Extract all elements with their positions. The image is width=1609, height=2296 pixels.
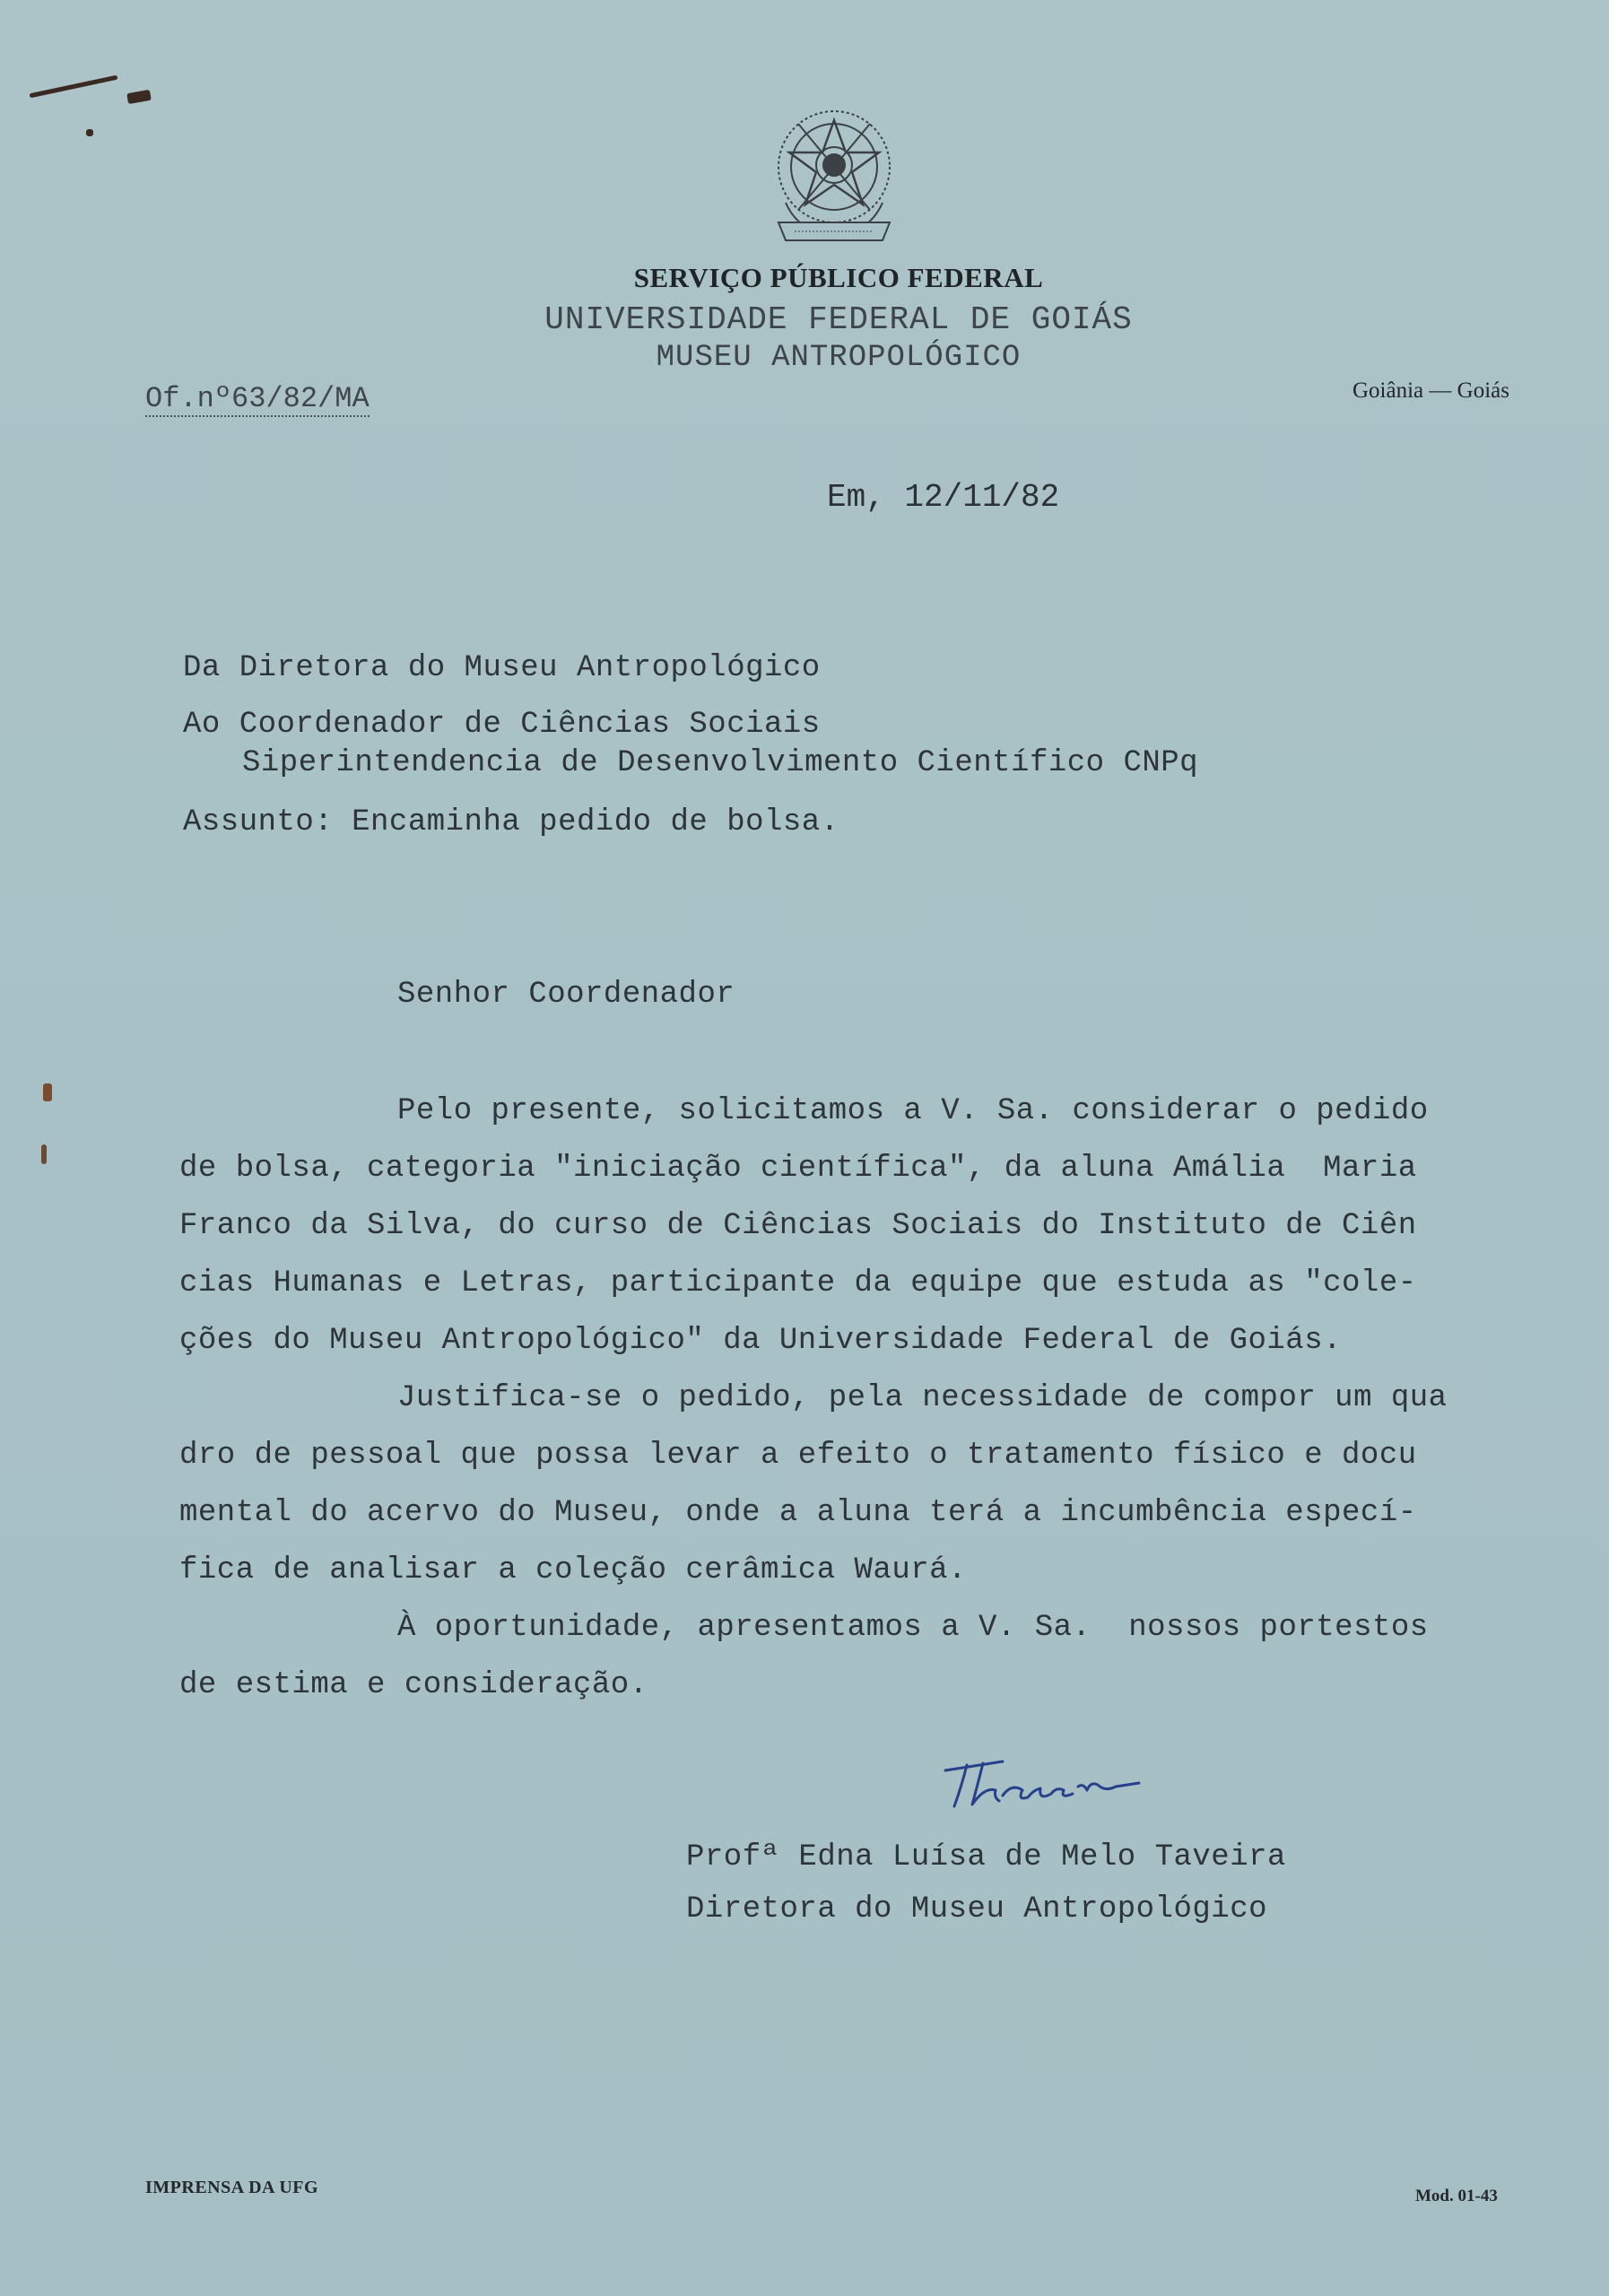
salutation: Senhor Coordenador xyxy=(397,978,735,1012)
letter-date: Em, 12/11/82 xyxy=(827,479,1060,516)
body-line: mental do acervo do Museu, onde a aluna terá a incumbência especí- xyxy=(179,1496,1417,1530)
ink-mark xyxy=(30,75,118,99)
to-line: Ao Coordenador de Ciências Sociais xyxy=(183,708,821,742)
body-line: ções do Museu Antropológico" da Universidade Federal de Goiás. xyxy=(179,1324,1343,1358)
header-university: UNIVERSIDADE FEDERAL DE GOIÁS xyxy=(544,301,1133,338)
ink-mark xyxy=(41,1144,47,1164)
body-line: de bolsa, categoria "iniciação científica", da aluna Amália Maria xyxy=(179,1152,1417,1186)
ink-mark xyxy=(43,1083,52,1101)
signatory-name: Profª Edna Luísa de Melo Taveira xyxy=(686,1840,1286,1874)
ink-mark xyxy=(126,90,152,104)
office-number-text: Of.nº63/82/MA xyxy=(145,382,370,415)
body-line: Justifica-se o pedido, pela necessidade de compor um qua xyxy=(397,1381,1448,1415)
footer-model: Mod. 01-43 xyxy=(1415,2187,1498,2205)
from-line: Da Diretora do Museu Antropológico xyxy=(183,651,821,685)
subject-line: Assunto: Encaminha pedido de bolsa. xyxy=(183,805,839,839)
header-museum: MUSEU ANTROPOLÓGICO xyxy=(656,341,1022,375)
body-line: cias Humanas e Letras, participante da equipe que estuda as "cole- xyxy=(179,1266,1417,1300)
body-line: Franco da Silva, do curso de Ciências Sociais do Instituto de Ciên xyxy=(179,1209,1417,1243)
ink-mark xyxy=(86,129,93,136)
coat-of-arms-emblem xyxy=(762,97,906,263)
signatory-title: Diretora do Museu Antropológico xyxy=(686,1892,1268,1926)
to-line-agency: Siperintendencia de Desenvolvimento Científico CNPq xyxy=(242,746,1199,780)
header-city: Goiânia — Goiás xyxy=(1352,378,1509,403)
body-line: fica de analisar a coleção cerâmica Waurá. xyxy=(179,1553,967,1587)
body-line: À oportunidade, apresentamos a V. Sa. nossos portestos xyxy=(397,1611,1429,1645)
header-service: SERVIÇO PÚBLICO FEDERAL xyxy=(633,262,1044,293)
office-number xyxy=(145,382,370,415)
body-line: dro de pessoal que possa levar a efeito o tratamento físico e docu xyxy=(179,1439,1417,1473)
body-line: de estima e consideração. xyxy=(179,1668,648,1702)
body-line: Pelo presente, solicitamos a V. Sa. considerar o pedido xyxy=(397,1094,1429,1128)
handwritten-signature xyxy=(940,1751,1146,1813)
footer-printer: IMPRENSA DA UFG xyxy=(145,2178,319,2197)
